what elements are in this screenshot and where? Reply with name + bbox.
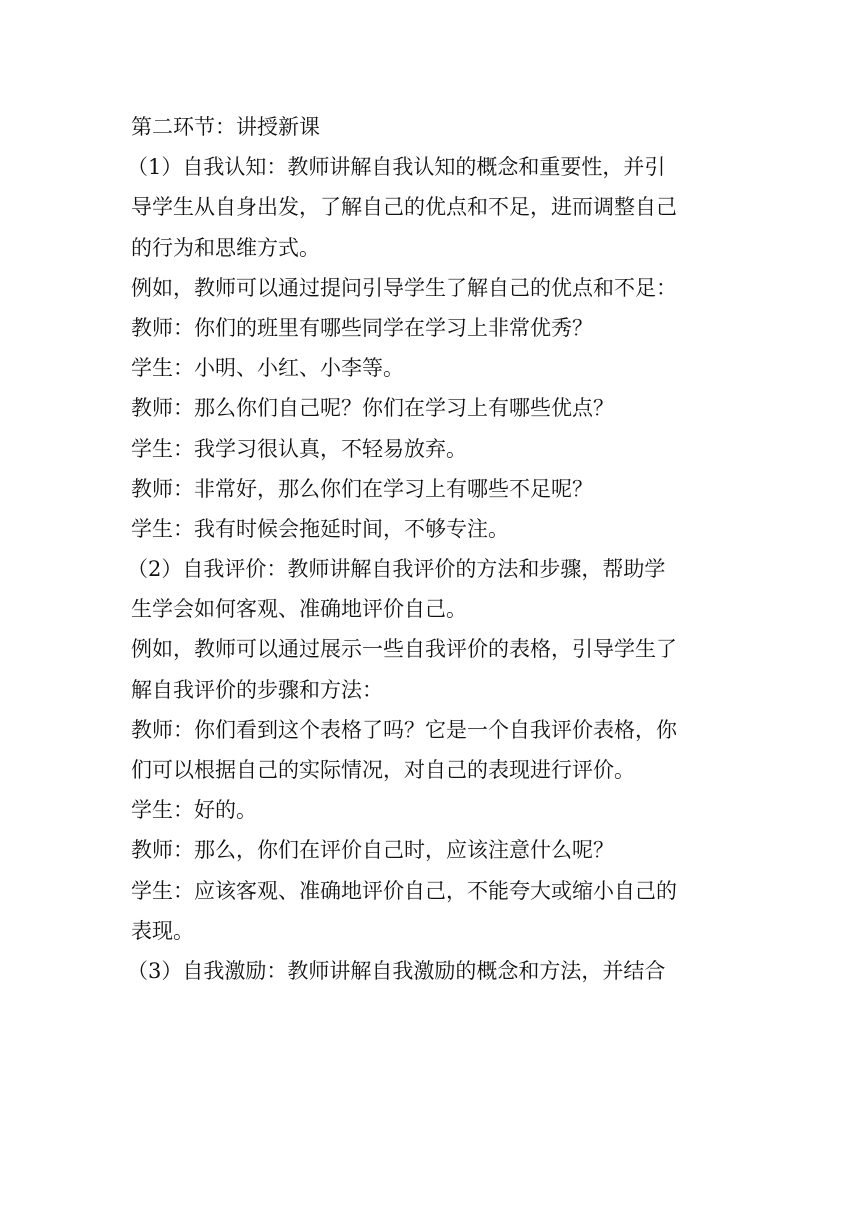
paragraph-line: 导学生从自身出发，了解自己的优点和不足，进而调整自己 bbox=[131, 195, 677, 220]
dialogue-line: 教师：你们的班里有哪些同学在学习上非常优秀？ bbox=[131, 315, 593, 340]
dialogue-line: 教师：那么，你们在评价自己时，应该注意什么呢？ bbox=[131, 838, 614, 863]
dialogue-line: 教师：非常好，那么你们在学习上有哪些不足呢？ bbox=[131, 476, 593, 501]
dialogue-line: 学生：我有时候会拖延时间，不够专注。 bbox=[131, 516, 509, 541]
dialogue-line: 学生：小明、小红、小李等。 bbox=[131, 356, 404, 381]
paragraph-line: 例如，教师可以通过提问引导学生了解自己的优点和不足： bbox=[131, 275, 677, 300]
paragraph-line: 的行为和思维方式。 bbox=[131, 235, 320, 260]
dialogue-line: 学生：好的。 bbox=[131, 798, 257, 823]
dialogue-line: 学生：应该客观、准确地评价自己，不能夸大或缩小自己的 bbox=[131, 878, 677, 903]
paragraph-line: 解自我评价的步骤和方法： bbox=[131, 677, 383, 702]
paragraph-line: （3）自我激励：教师讲解自我激励的概念和方法，并结合 bbox=[127, 958, 666, 983]
dialogue-line: 教师：那么你们自己呢？你们在学习上有哪些优点？ bbox=[131, 396, 614, 421]
paragraph-line: （2）自我评价：教师讲解自我评价的方法和步骤，帮助学 bbox=[127, 557, 666, 582]
dialogue-line: 教师：你们看到这个表格了吗？它是一个自我评价表格，你 bbox=[131, 717, 677, 742]
dialogue-line: 学生：我学习很认真，不轻易放弃。 bbox=[131, 436, 467, 461]
section-heading: 第二环节：讲授新课 bbox=[131, 115, 320, 139]
dialogue-line: 表现。 bbox=[131, 918, 194, 943]
paragraph-line: 生学会如何客观、准确地评价自己。 bbox=[131, 597, 467, 622]
dialogue-line: 们可以根据自己的实际情况，对自己的表现进行评价。 bbox=[131, 758, 635, 782]
paragraph-line: （1）自我认知：教师讲解自我认知的概念和重要性，并引 bbox=[127, 155, 666, 180]
document-body bbox=[127, 107, 731, 991]
paragraph-line: 例如，教师可以通过展示一些自我评价的表格，引导学生了 bbox=[131, 637, 677, 662]
